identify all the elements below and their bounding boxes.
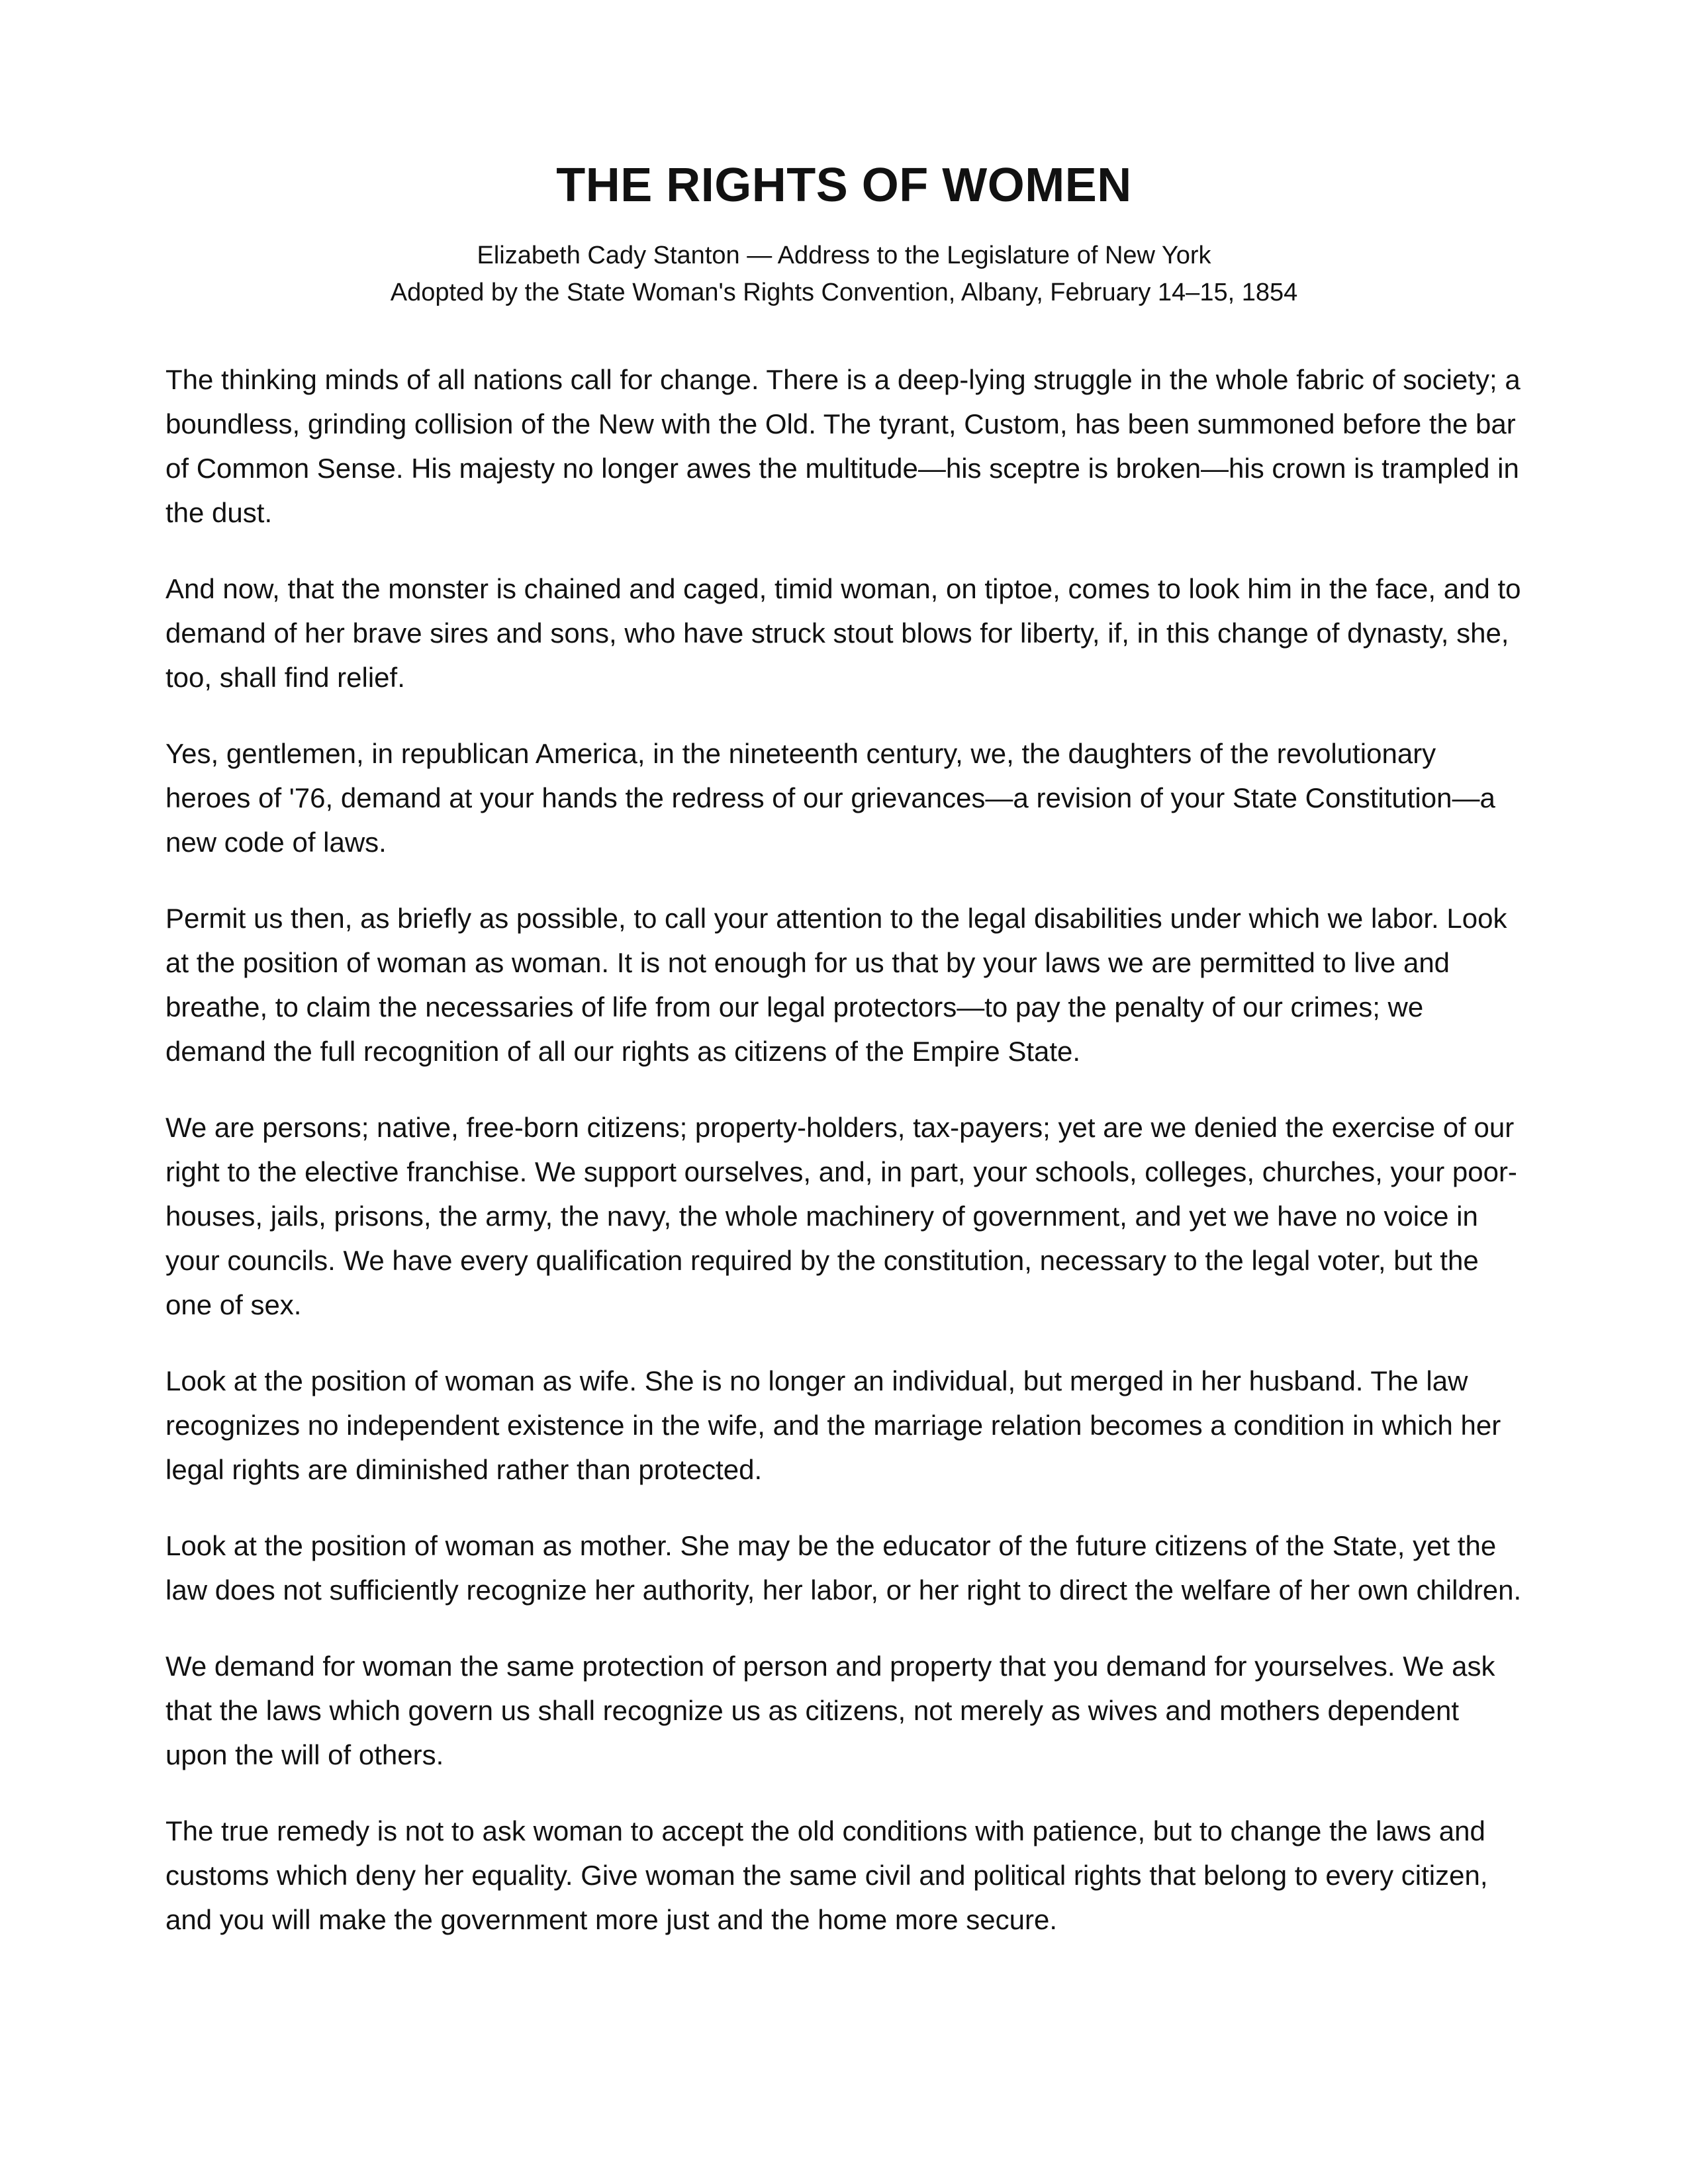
document-subtitle-author: Elizabeth Cady Stanton — Address to the Legislature of New York <box>477 242 1211 269</box>
body-paragraph: And now, that the monster is chained and caged, timid woman, on tiptoe, comes to look him in the face, and to demand of her brave sires and sons, who have struck stout blows for liberty, if, in this change of dynasty, she, too, shall find relief. <box>165 573 1521 693</box>
body-paragraph: We are persons; native, free-born citizens; property-holders, tax-payers; yet are we denied the exercise of our right to the elective franchise. We support ourselves, and, in part, your schools, colleges, churches, your poor-houses, jails, prisons, the army, the navy, the whole machinery of government, and yet we have no voice in your councils. We have every qualification required by the constitution, necessary to the legal voter, but the one of sex. <box>165 1112 1517 1320</box>
body-paragraph: Yes, gentlemen, in republican America, in the nineteenth century, we, the daughters of the revolutionary heroes of '76, demand at your hands the redress of our grievances—a revision of your State Constitution—a new code of laws. <box>165 738 1495 858</box>
body-paragraph: The thinking minds of all nations call for change. There is a deep-lying struggle in the whole fabric of society; a boundless, grinding collision of the New with the Old. The tyrant, Custom, has been summoned before the bar of Common Sense. His majesty no longer awes the multitude—his sceptre is broken—his crown is trampled in the dust. <box>165 364 1521 528</box>
body-paragraph: Look at the position of woman as mother. She may be the educator of the future citizens of the State, yet the law does not sufficiently recognize her authority, her labor, or her right to direct the welfare of her own children. <box>165 1530 1522 1606</box>
body-paragraph: We demand for woman the same protection of person and property that you demand for yourselves. We ask that the laws which govern us shall recognize us as citizens, not merely as wives and mothers dependent upon the will of others. <box>165 1651 1495 1770</box>
document-subtitle-convention: Adopted by the State Woman's Rights Convention, Albany, February 14–15, 1854 <box>390 279 1298 306</box>
document-body <box>165 357 1523 1974</box>
body-paragraph: Look at the position of woman as wife. She is no longer an individual, but merged in her husband. The law recognizes no independent existence in the wife, and the marriage relation becomes a condition in which her legal rights are diminished rather than protected. <box>165 1365 1501 1485</box>
body-paragraph: The true remedy is not to ask woman to accept the old conditions with patience, but to change the laws and customs which deny her equality. Give woman the same civil and political rights that belong to every citizen, and you will make the government more just and the home more secure. <box>165 1815 1488 1935</box>
body-paragraph: Permit us then, as briefly as possible, to call your attention to the legal disabilities under which we labor. Look at the position of woman as woman. It is not enough for us that by your laws we are permitted to live and breathe, to claim the necessaries of life from our legal protectors—to pay the penalty of our crimes; we demand the full recognition of all our rights as citizens of the Empire State. <box>165 903 1507 1067</box>
document-title: THE RIGHTS OF WOMEN <box>556 159 1132 212</box>
